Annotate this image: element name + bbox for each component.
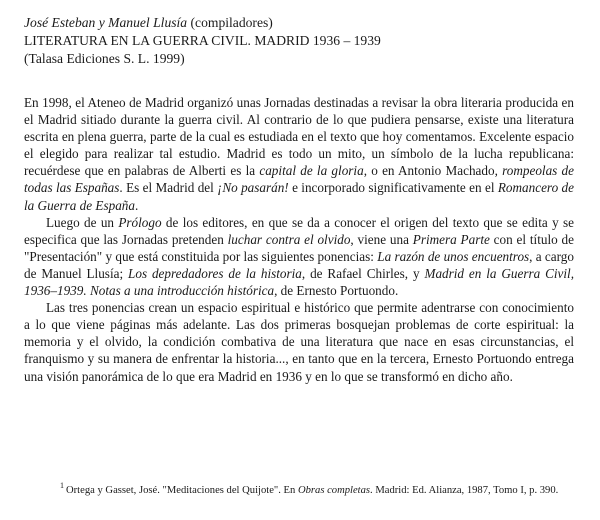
text-run: , a cargo de Manuel Llusía;: [24, 248, 574, 281]
italic-run: Madrid en la Guerra Civil, 1936–1939. Notas a una introducción histórica: [24, 265, 575, 299]
text-run: con el título de "Presentación" y que está constituida por las siguientes ponencias:: [24, 231, 574, 264]
text-run: .: [135, 197, 139, 213]
italic-run: Romancero de la Guerra de España: [24, 180, 574, 213]
italic-run: luchar contra el olvido: [227, 231, 351, 247]
text-run: Luego de un: [46, 214, 119, 230]
authors-line: [24, 14, 574, 32]
authors-role: (compiladores): [187, 15, 273, 30]
paragraph-2: [24, 214, 574, 299]
text-run: , de Ernesto Portuondo.: [274, 283, 399, 299]
text-run: e incorporado significativamente en el: [288, 180, 498, 196]
italic-run: capital de la gloria: [259, 163, 364, 179]
text-run: , de Rafael Chirles, y: [301, 265, 425, 281]
footnote-mark: 1: [60, 481, 64, 491]
paragraph-1: [24, 94, 574, 214]
footnote-italic: Obras completas: [297, 485, 371, 496]
italic-run: Prólogo: [118, 214, 162, 230]
publisher: (Talasa Ediciones S. L. 1999): [24, 51, 185, 66]
paragraph-3: [24, 299, 574, 384]
italic-run: La razón de unos encuentros: [377, 248, 530, 264]
text-run: , viene una: [350, 231, 413, 247]
italic-run: Los depredadores de la historia: [128, 265, 302, 281]
book-title: LITERATURA EN LA GUERRA CIVIL. MADRID 1936 – 1939: [24, 33, 381, 48]
book-reference: [24, 14, 574, 68]
review-body: [24, 94, 574, 385]
italic-run: rompeolas de todas las Españas: [24, 163, 575, 196]
text-run: Las tres ponencias crean un espacio espiritual e histórico que permite adentrarse con conocimiento a lo que viene páginas más adelante. Las dos primeras bosquejan problemas de corte espiritual: la memoria y el olvido, la condición combativa de una literatura que nace en esas circunstancias, el franquismo y su manera de enfrentar la historia..., en tanto que en la tercera, Ernesto Portuondo entrega una visión panorámica de lo que era Madrid en 1936 y en lo que se transformó en dicho año.: [24, 300, 574, 384]
footnote-text: Ortega y Gasset, José. "Meditaciones del Quijote". En: [66, 485, 298, 496]
italic-run: ¡No pasarán!: [217, 180, 289, 196]
text-run: , o en Antonio Machado,: [363, 163, 503, 179]
text-run: En 1998, el Ateneo de Madrid organizó unas Jornadas destinadas a revisar la obra literaria producida en el Madrid sitiado durante la guerra civil. Al contrario de lo que pudiera pensarse, existe una literatura escrita en plena guerra, parte de la cual es estudiada en el texto que hoy comentamos. Excelente espacio el elegido para realizar tal estudio. Madrid es todo un mito, un símbolo de la lucha republicana: recuérdese que en palabras de Alberti es la: [24, 95, 574, 179]
authors: José Esteban y Manuel Llusía: [24, 15, 188, 30]
footnote: [24, 481, 574, 498]
text-run: de los editores, en que se da a conocer el origen del texto que se edita y se especifica que las Jornadas pretenden: [24, 214, 574, 247]
footnote-text: . Madrid: Ed. Alianza, 1987, Tomo I, p. 390.: [370, 485, 559, 496]
italic-run: Primera Parte: [412, 231, 490, 247]
text-run: . Es el Madrid del: [119, 180, 218, 196]
